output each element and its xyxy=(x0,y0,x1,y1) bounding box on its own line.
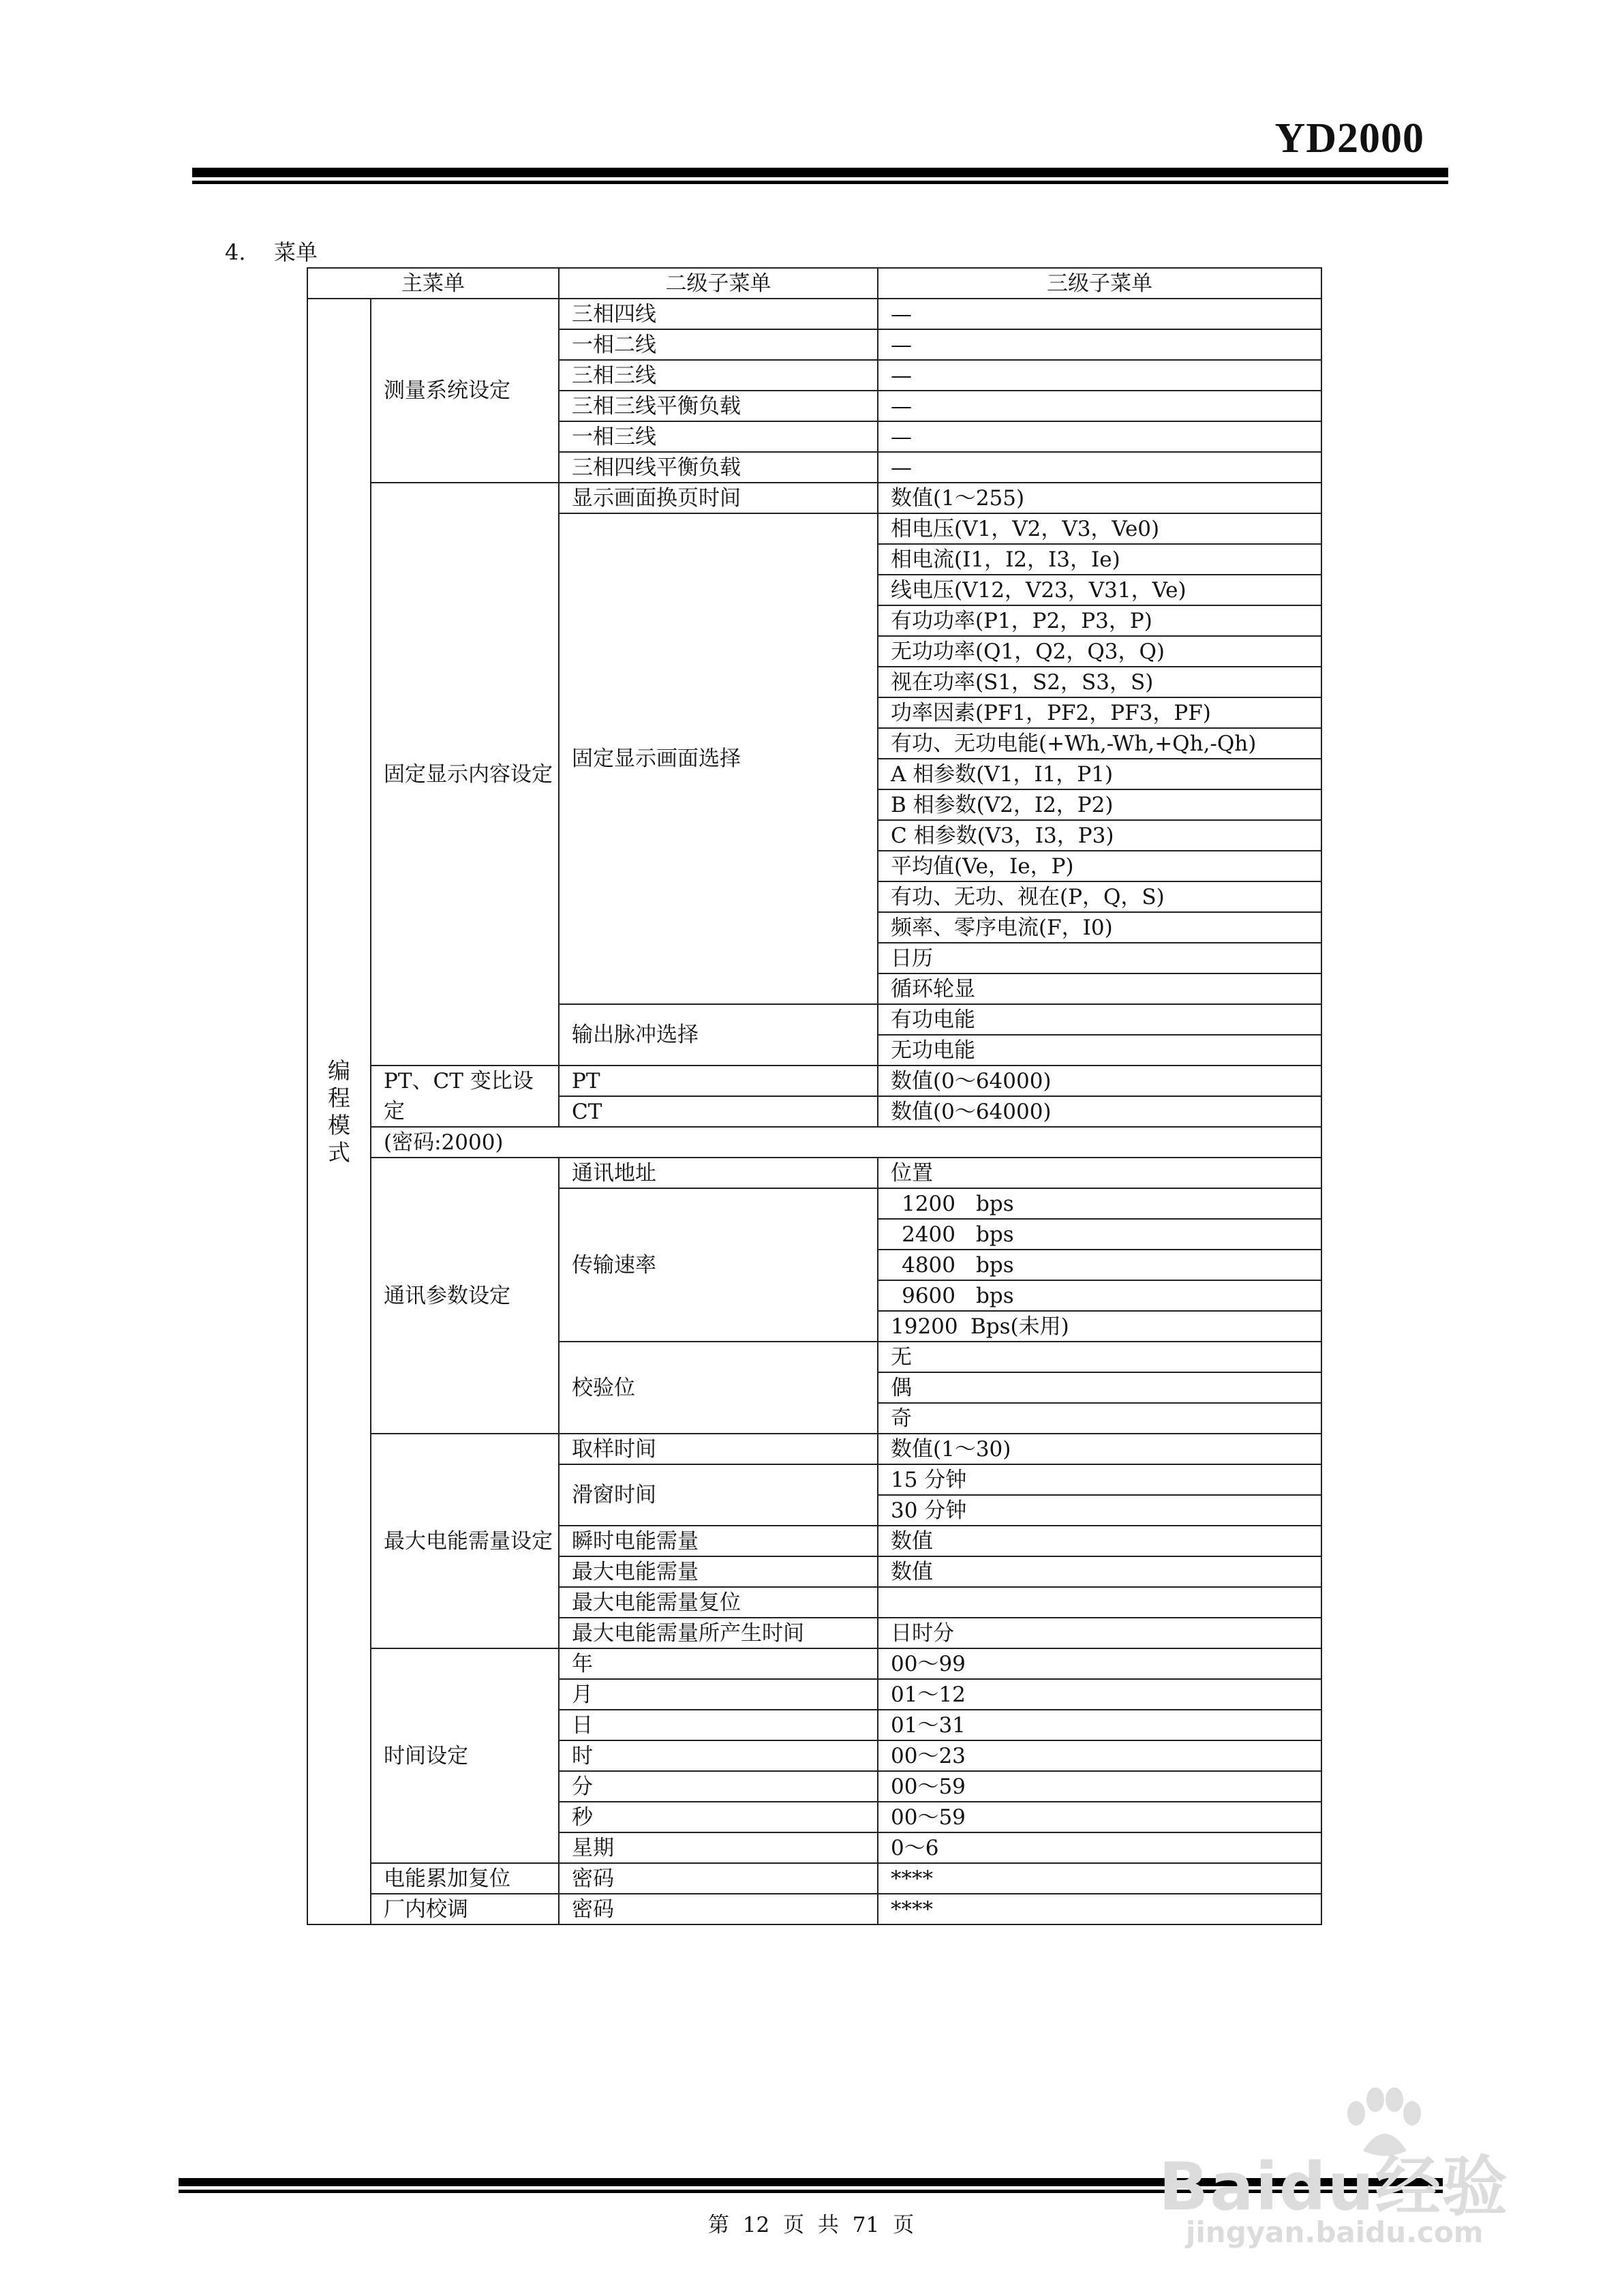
section-title: 菜单 xyxy=(274,239,318,265)
baud-rate: 9600 xyxy=(902,1283,955,1308)
submenu-item: 一相三线 xyxy=(559,421,878,452)
submenu-value: 00～99 xyxy=(878,1648,1321,1679)
slide-option: 30 分钟 xyxy=(878,1495,1321,1526)
submenu-value: 位置 xyxy=(878,1158,1321,1188)
submenu-item: 三相三线平衡负载 xyxy=(559,391,878,421)
submenu-item: 瞬时电能需量 xyxy=(559,1526,878,1556)
table-row xyxy=(307,1066,1321,1096)
baud-rate: 4800 xyxy=(902,1252,955,1278)
ratio-label: PT、CT 变比设定 xyxy=(371,1066,559,1127)
submenu-item: 月 xyxy=(559,1679,878,1710)
screen-option: 日历 xyxy=(878,943,1321,973)
submenu-value: **** xyxy=(878,1894,1321,1924)
baud-option xyxy=(878,1188,1321,1219)
baud-rate: 19200 xyxy=(891,1314,958,1339)
pulse-output-label: 输出脉冲选择 xyxy=(559,1004,878,1066)
screen-option: 视在功率(S1，S2，S3，S) xyxy=(878,667,1321,697)
screen-option: 有功、无功、视在(P，Q，S) xyxy=(878,881,1321,912)
submenu-item: 分 xyxy=(559,1771,878,1802)
submenu-item: 年 xyxy=(559,1648,878,1679)
submenu-value: 01～12 xyxy=(878,1679,1321,1710)
submenu-value: — xyxy=(878,452,1321,483)
submenu-item: 一相二线 xyxy=(559,329,878,360)
table-row xyxy=(307,1863,1321,1894)
submenu-item: 三相四线 xyxy=(559,299,878,329)
submenu-value: 01～31 xyxy=(878,1710,1321,1740)
section-number: 4. xyxy=(225,239,246,265)
submenu-item: 最大电能需量 xyxy=(559,1556,878,1587)
screen-option: 频率、零序电流(F，I0) xyxy=(878,912,1321,943)
submenu-value: **** xyxy=(878,1863,1321,1894)
programming-mode-label: 编程模式 xyxy=(328,1057,350,1166)
page-number: 第 12 页 共 71 页 xyxy=(707,2213,915,2237)
submenu-item: 时 xyxy=(559,1740,878,1771)
submenu-item: PT xyxy=(559,1066,878,1096)
table-row xyxy=(307,299,1321,329)
baud-option xyxy=(878,1311,1321,1342)
screen-option: 相电压(V1，V2，V3，Ve0) xyxy=(878,513,1321,544)
measurement-system-label: 测量系统设定 xyxy=(371,299,559,483)
screen-option: 线电压(V12，V23，V31，Ve) xyxy=(878,575,1321,605)
table-row xyxy=(307,1127,1321,1158)
baud-unit: bps xyxy=(976,1222,1014,1247)
submenu-value: 数值(1～30) xyxy=(878,1434,1321,1464)
header-submenu-2: 二级子菜单 xyxy=(559,268,878,299)
submenu-item: 密码 xyxy=(559,1894,878,1924)
submenu-item: 密码 xyxy=(559,1863,878,1894)
screen-option: 无功功率(Q1，Q2，Q3，Q) xyxy=(878,636,1321,667)
parity-option: 偶 xyxy=(878,1372,1321,1403)
baud-rate: 2400 xyxy=(902,1222,955,1247)
section-heading xyxy=(225,235,318,267)
submenu-item: 显示画面换页时间 xyxy=(559,483,878,513)
table-header-row xyxy=(307,268,1321,299)
screen-option: 循环轮显 xyxy=(878,973,1321,1004)
screen-option: 有功、无功电能(+Wh,-Wh,+Qh,-Qh) xyxy=(878,728,1321,759)
submenu-item: 星期 xyxy=(559,1832,878,1863)
submenu-value: 数值(0～64000) xyxy=(878,1096,1321,1127)
submenu-item: 最大电能需量复位 xyxy=(559,1587,878,1618)
submenu-value: 数值 xyxy=(878,1526,1321,1556)
submenu-value: 日时分 xyxy=(878,1618,1321,1648)
submenu-value: — xyxy=(878,360,1321,391)
screen-select-label: 固定显示画面选择 xyxy=(559,513,878,1004)
comm-settings-label: 通讯参数设定 xyxy=(371,1158,559,1434)
baud-option xyxy=(878,1280,1321,1311)
screen-option: B 相参数(V2，I2，P2) xyxy=(878,789,1321,820)
baud-option xyxy=(878,1250,1321,1280)
submenu-value xyxy=(878,1587,1321,1618)
submenu-value: 数值(1～255) xyxy=(878,483,1321,513)
header-rule-thick xyxy=(192,168,1448,177)
baud-rate: 1200 xyxy=(902,1191,955,1216)
submenu-item: 日 xyxy=(559,1710,878,1740)
watermark-brand: Baidu经验 xyxy=(1159,2149,1509,2225)
password-note: (密码:2000) xyxy=(371,1127,1321,1158)
watermark xyxy=(1159,2086,1540,2250)
header-rule-thin xyxy=(192,181,1448,184)
header-submenu-3: 三级子菜单 xyxy=(878,268,1321,299)
fixed-display-label: 固定显示内容设定 xyxy=(371,483,559,1066)
screen-option: 有功功率(P1，P2，P3，P) xyxy=(878,605,1321,636)
parity-label: 校验位 xyxy=(559,1342,878,1434)
watermark-url: jingyan.baidu.com xyxy=(1186,2216,1484,2249)
table-row xyxy=(307,1648,1321,1679)
submenu-value: — xyxy=(878,421,1321,452)
baud-unit: bps xyxy=(976,1191,1014,1216)
submenu-value: 00～23 xyxy=(878,1740,1321,1771)
baud-unit: bps xyxy=(976,1283,1014,1308)
parity-option: 无 xyxy=(878,1342,1321,1372)
screen-option: C 相参数(V3，I3，P3) xyxy=(878,820,1321,851)
submenu-item: 三相四线平衡负载 xyxy=(559,452,878,483)
submenu-value: — xyxy=(878,391,1321,421)
submenu-value: 0～6 xyxy=(878,1832,1321,1863)
pulse-option: 有功电能 xyxy=(878,1004,1321,1035)
table-row xyxy=(307,1434,1321,1464)
baud-option xyxy=(878,1219,1321,1250)
screen-option: 功率因素(PF1，PF2，PF3，PF) xyxy=(878,697,1321,728)
submenu-item: 最大电能需量所产生时间 xyxy=(559,1618,878,1648)
slide-window-label: 滑窗时间 xyxy=(559,1464,878,1526)
submenu-item: 秒 xyxy=(559,1802,878,1832)
parity-option: 奇 xyxy=(878,1403,1321,1434)
energy-reset-label: 电能累加复位 xyxy=(371,1863,559,1894)
baud-rate-label: 传输速率 xyxy=(559,1188,878,1342)
menu-table xyxy=(307,267,1322,1925)
document-code: YD2000 xyxy=(1274,115,1424,162)
submenu-item: 取样时间 xyxy=(559,1434,878,1464)
header-main-menu: 主菜单 xyxy=(307,268,559,299)
screen-option: 相电流(I1，I2，I3，Ie) xyxy=(878,544,1321,575)
submenu-value: — xyxy=(878,329,1321,360)
max-demand-label: 最大电能需量设定 xyxy=(371,1434,559,1648)
screen-option: A 相参数(V1，I1，P1) xyxy=(878,759,1321,789)
submenu-value: 00～59 xyxy=(878,1802,1321,1832)
slide-option: 15 分钟 xyxy=(878,1464,1321,1495)
submenu-value: 数值 xyxy=(878,1556,1321,1587)
table-row xyxy=(307,1894,1321,1924)
submenu-item: 通讯地址 xyxy=(559,1158,878,1188)
submenu-item: 三相三线 xyxy=(559,360,878,391)
pulse-option: 无功电能 xyxy=(878,1035,1321,1066)
factory-calibration-label: 厂内校调 xyxy=(371,1894,559,1924)
table-row xyxy=(307,483,1321,513)
submenu-item: CT xyxy=(559,1096,878,1127)
time-settings-label: 时间设定 xyxy=(371,1648,559,1863)
submenu-value: 数值(0～64000) xyxy=(878,1066,1321,1096)
submenu-value: 00～59 xyxy=(878,1771,1321,1802)
submenu-value: — xyxy=(878,299,1321,329)
table-row xyxy=(307,1158,1321,1188)
baud-unit: bps xyxy=(976,1252,1014,1278)
screen-option: 平均值(Ve，Ie，P) xyxy=(878,851,1321,881)
baud-unit: Bps(未用) xyxy=(970,1314,1069,1339)
programming-mode-cell xyxy=(307,299,371,1924)
